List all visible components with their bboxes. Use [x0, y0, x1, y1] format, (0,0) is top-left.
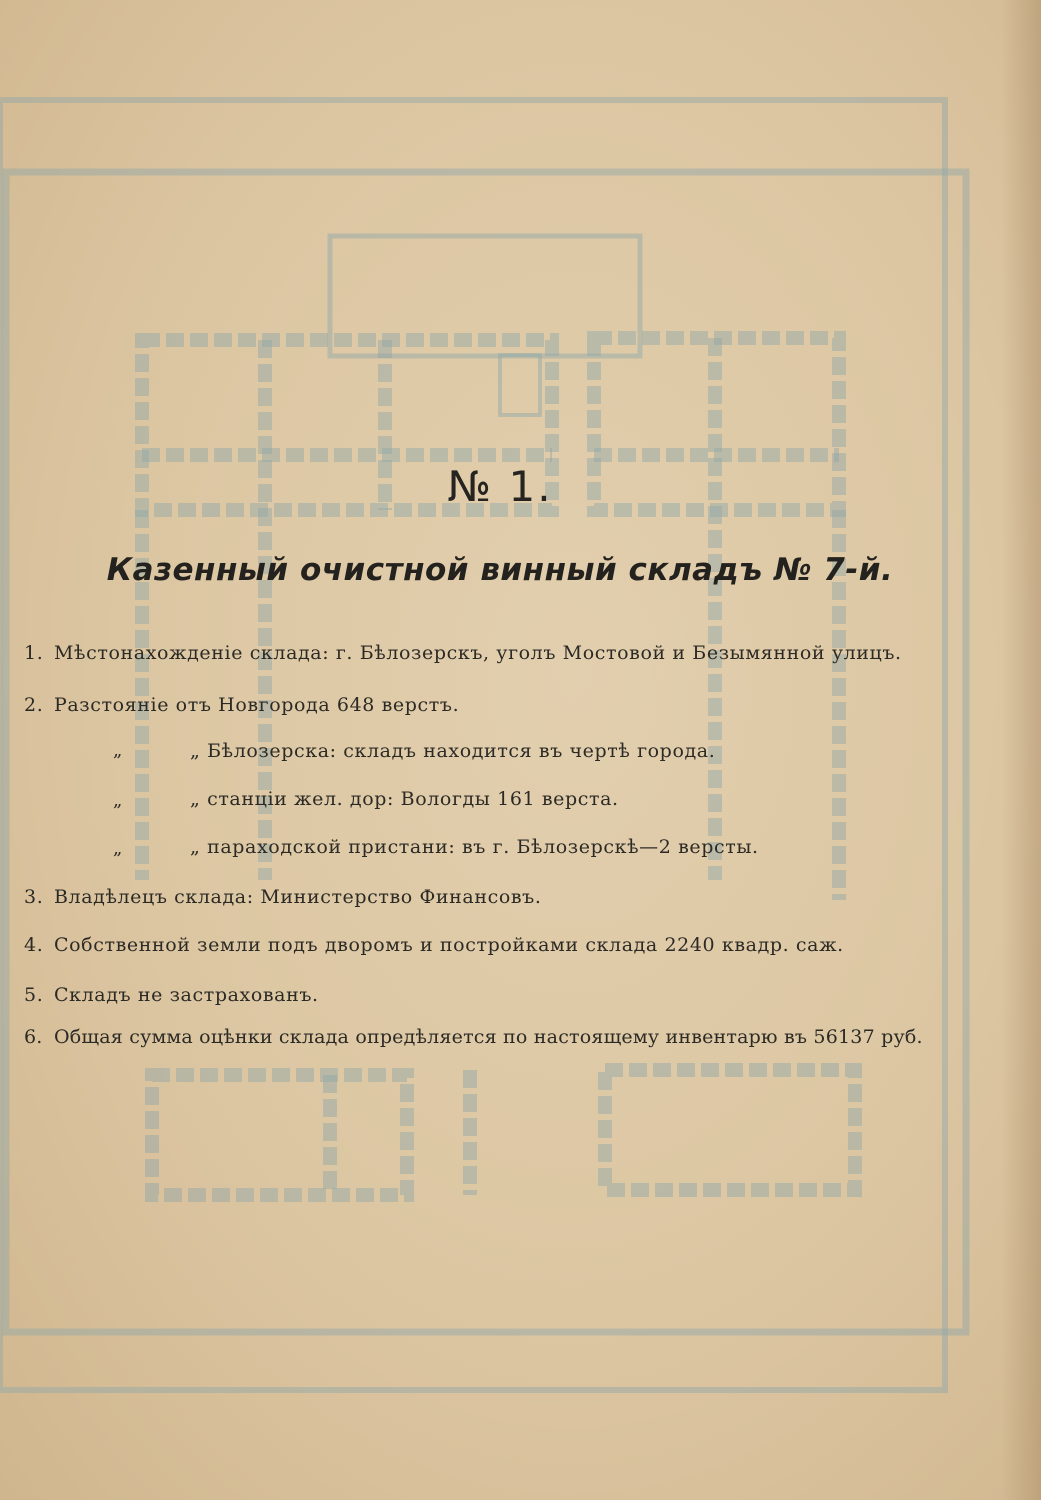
ditto-mark: „: [113, 790, 123, 811]
list-item: [24, 934, 844, 956]
list-item: [190, 740, 715, 762]
list-item: [24, 642, 902, 664]
list-item: [24, 1026, 923, 1048]
item-text: „ станціи жел. дор: Вологды 161 верста.: [190, 788, 619, 810]
item-text: Владѣлецъ склада: Министерство Финансовъ.: [54, 886, 542, 908]
item-text: Общая сумма оцѣнки склада опредѣляется по настоящему инвентарю въ 56137 руб.: [54, 1026, 923, 1048]
item-number: 3.: [24, 886, 44, 908]
item-number: 5.: [24, 984, 44, 1006]
item-text: Мѣстонахожденіе склада: г. Бѣлозерскъ, уголъ Мостовой и Безымянной улицъ.: [54, 642, 902, 664]
item-text: „ Бѣлозерска: складъ находится въ чертѣ города.: [190, 740, 716, 762]
item-number: 4.: [24, 934, 44, 956]
list-item: [24, 984, 319, 1006]
list-item: [24, 886, 541, 908]
item-number: 6.: [24, 1026, 43, 1048]
ditto-mark: „: [113, 838, 123, 859]
item-number: 1.: [24, 642, 44, 664]
ditto-mark: „: [113, 740, 123, 761]
list-item: [190, 836, 759, 858]
item-number: 2.: [24, 694, 44, 716]
list-item: [24, 694, 459, 716]
page-title: № 1.: [447, 462, 553, 511]
item-text: Складъ не застрахованъ.: [54, 984, 319, 1006]
item-text: Собственной земли подъ дворомъ и постройками склада 2240 квадр. саж.: [54, 934, 844, 956]
item-text: „ параходской пристани: въ г. Бѣлозерскѣ—2 версты.: [190, 836, 759, 858]
item-text: Разстояніе отъ Новгорода 648 верстъ.: [54, 694, 460, 716]
list-item: [190, 788, 619, 810]
warehouse-title: Казенный очистной винный складъ № 7-й.: [106, 552, 894, 588]
